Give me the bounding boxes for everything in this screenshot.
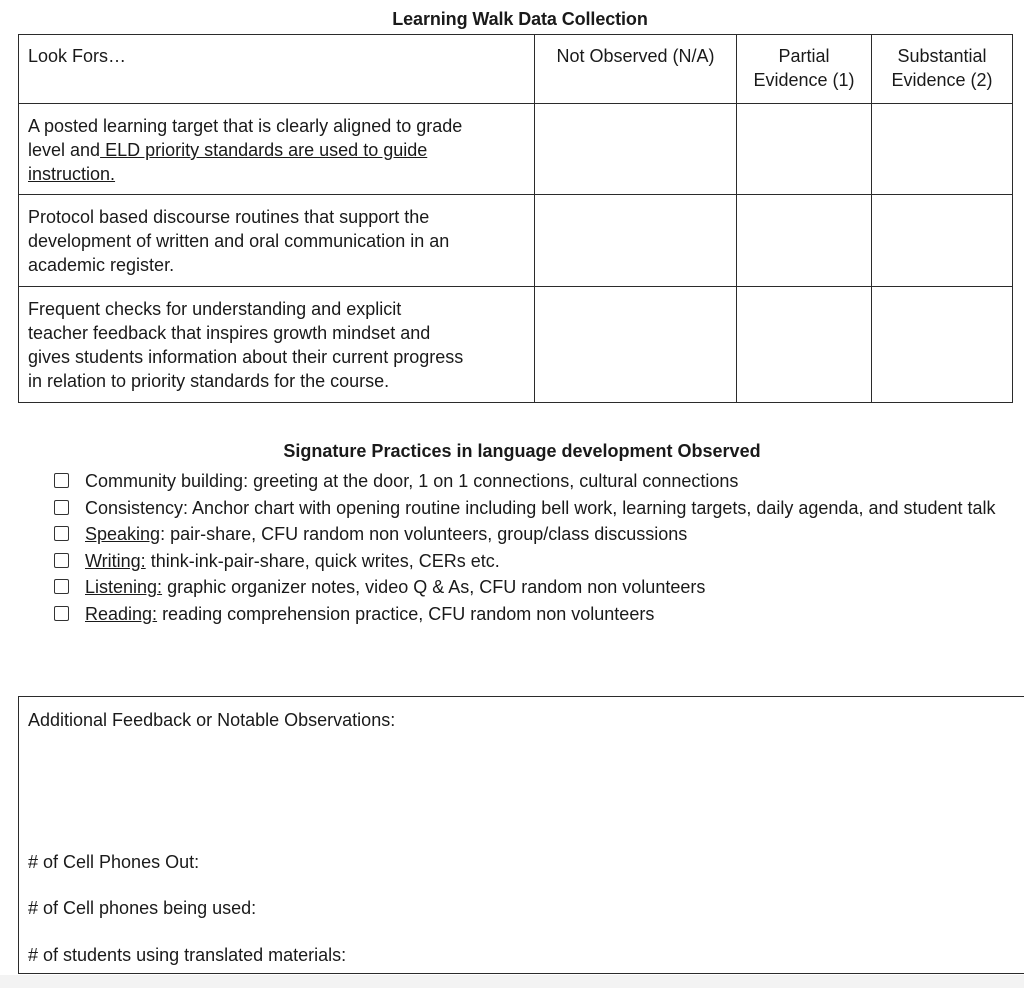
header-partial-evidence bbox=[737, 35, 872, 104]
cell-substantial-evidence[interactable] bbox=[872, 287, 1013, 403]
underlined-text: ELD priority standards are used to guide bbox=[100, 140, 428, 160]
practice-label: Speaking bbox=[85, 524, 161, 545]
practice-text: graphic organizer notes, video Q & As, CFU random non volunteers bbox=[162, 577, 706, 598]
look-fors-table bbox=[18, 34, 1013, 403]
checkbox-writing[interactable] bbox=[54, 553, 69, 568]
cell-phones-used-label: # of Cell phones being used: bbox=[28, 898, 257, 918]
checkbox-speaking[interactable] bbox=[54, 526, 69, 541]
cell-substantial-evidence[interactable] bbox=[872, 195, 1013, 287]
practice-writing bbox=[54, 549, 1024, 573]
practice-text: think-ink-pair-share, quick writes, CERs etc. bbox=[145, 550, 500, 571]
table-row bbox=[19, 195, 1013, 287]
cell-partial-evidence[interactable] bbox=[737, 195, 872, 287]
underlined-text: instruction. bbox=[28, 164, 116, 184]
checkbox-consistency[interactable] bbox=[54, 500, 69, 515]
checkbox-reading[interactable] bbox=[54, 606, 69, 621]
header-substantial-line2: Evidence (2) bbox=[891, 70, 993, 90]
cell-phones-out-label: # of Cell Phones Out: bbox=[28, 852, 200, 872]
cell-substantial-evidence[interactable] bbox=[872, 104, 1013, 195]
cell-not-observed[interactable] bbox=[535, 287, 737, 403]
look-for-learning-target bbox=[19, 104, 535, 195]
practice-community-building bbox=[54, 469, 1024, 493]
checkbox-community-building[interactable] bbox=[54, 473, 69, 488]
row-text-line: Protocol based discourse routines that support the bbox=[28, 207, 430, 227]
look-for-discourse-routines bbox=[19, 195, 535, 287]
practice-consistency bbox=[54, 496, 1024, 520]
checkbox-listening[interactable] bbox=[54, 579, 69, 594]
header-partial-line2: Evidence (1) bbox=[753, 70, 855, 90]
header-partial-line1: Partial bbox=[778, 46, 830, 66]
practice-label: Writing: bbox=[85, 550, 146, 571]
cell-not-observed[interactable] bbox=[535, 104, 737, 195]
practice-text: Community building: greeting at the door, 1 on 1 connections, cultural connections bbox=[85, 471, 739, 491]
page-title: Learning Walk Data Collection bbox=[392, 9, 648, 29]
row-text-line: gives students information about their current progress bbox=[28, 347, 464, 367]
header-look-fors: Look Fors… bbox=[19, 35, 535, 104]
cell-not-observed[interactable] bbox=[535, 195, 737, 287]
additional-feedback-label: Additional Feedback or Notable Observations: bbox=[28, 710, 396, 730]
practice-text: Consistency: Anchor chart with opening routine including bell work, learning targets, daily agenda, and student talk bbox=[85, 497, 996, 518]
table-row bbox=[19, 104, 1013, 195]
practice-label: Reading: bbox=[85, 603, 158, 624]
practice-text: reading comprehension practice, CFU random non volunteers bbox=[157, 603, 655, 624]
header-not-observed: Not Observed (N/A) bbox=[535, 35, 737, 104]
translated-materials-label: # of students using translated materials: bbox=[28, 945, 347, 965]
feedback-box[interactable] bbox=[18, 696, 1024, 974]
row-text-line: Frequent checks for understanding and explicit bbox=[28, 299, 402, 319]
row-text-line: development of written and oral communication in an bbox=[28, 231, 450, 251]
signature-practices-list bbox=[54, 469, 1024, 629]
practice-reading bbox=[54, 602, 1024, 626]
row-text-line: A posted learning target that is clearly aligned to grade bbox=[28, 116, 463, 136]
row-text-line: academic register. bbox=[28, 255, 175, 275]
practice-text: : pair-share, CFU random non volunteers, group/class discussions bbox=[160, 524, 688, 545]
row-text-line: level and bbox=[28, 140, 101, 160]
row-text-line: in relation to priority standards for the course. bbox=[28, 371, 390, 391]
cell-partial-evidence[interactable] bbox=[737, 287, 872, 403]
signature-practices-title: Signature Practices in language development Observed bbox=[283, 441, 761, 461]
table-row bbox=[19, 287, 1013, 403]
page-bottom-edge bbox=[0, 975, 1024, 988]
look-for-checks-for-understanding bbox=[19, 287, 535, 403]
practice-label: Listening: bbox=[85, 577, 163, 598]
cell-partial-evidence[interactable] bbox=[737, 104, 872, 195]
practice-listening bbox=[54, 575, 1024, 599]
practice-speaking bbox=[54, 522, 1024, 546]
header-substantial-evidence bbox=[872, 35, 1013, 104]
table-header-row bbox=[19, 35, 1013, 104]
row-text-line: teacher feedback that inspires growth mindset and bbox=[28, 323, 431, 343]
header-substantial-line1: Substantial bbox=[897, 46, 987, 66]
